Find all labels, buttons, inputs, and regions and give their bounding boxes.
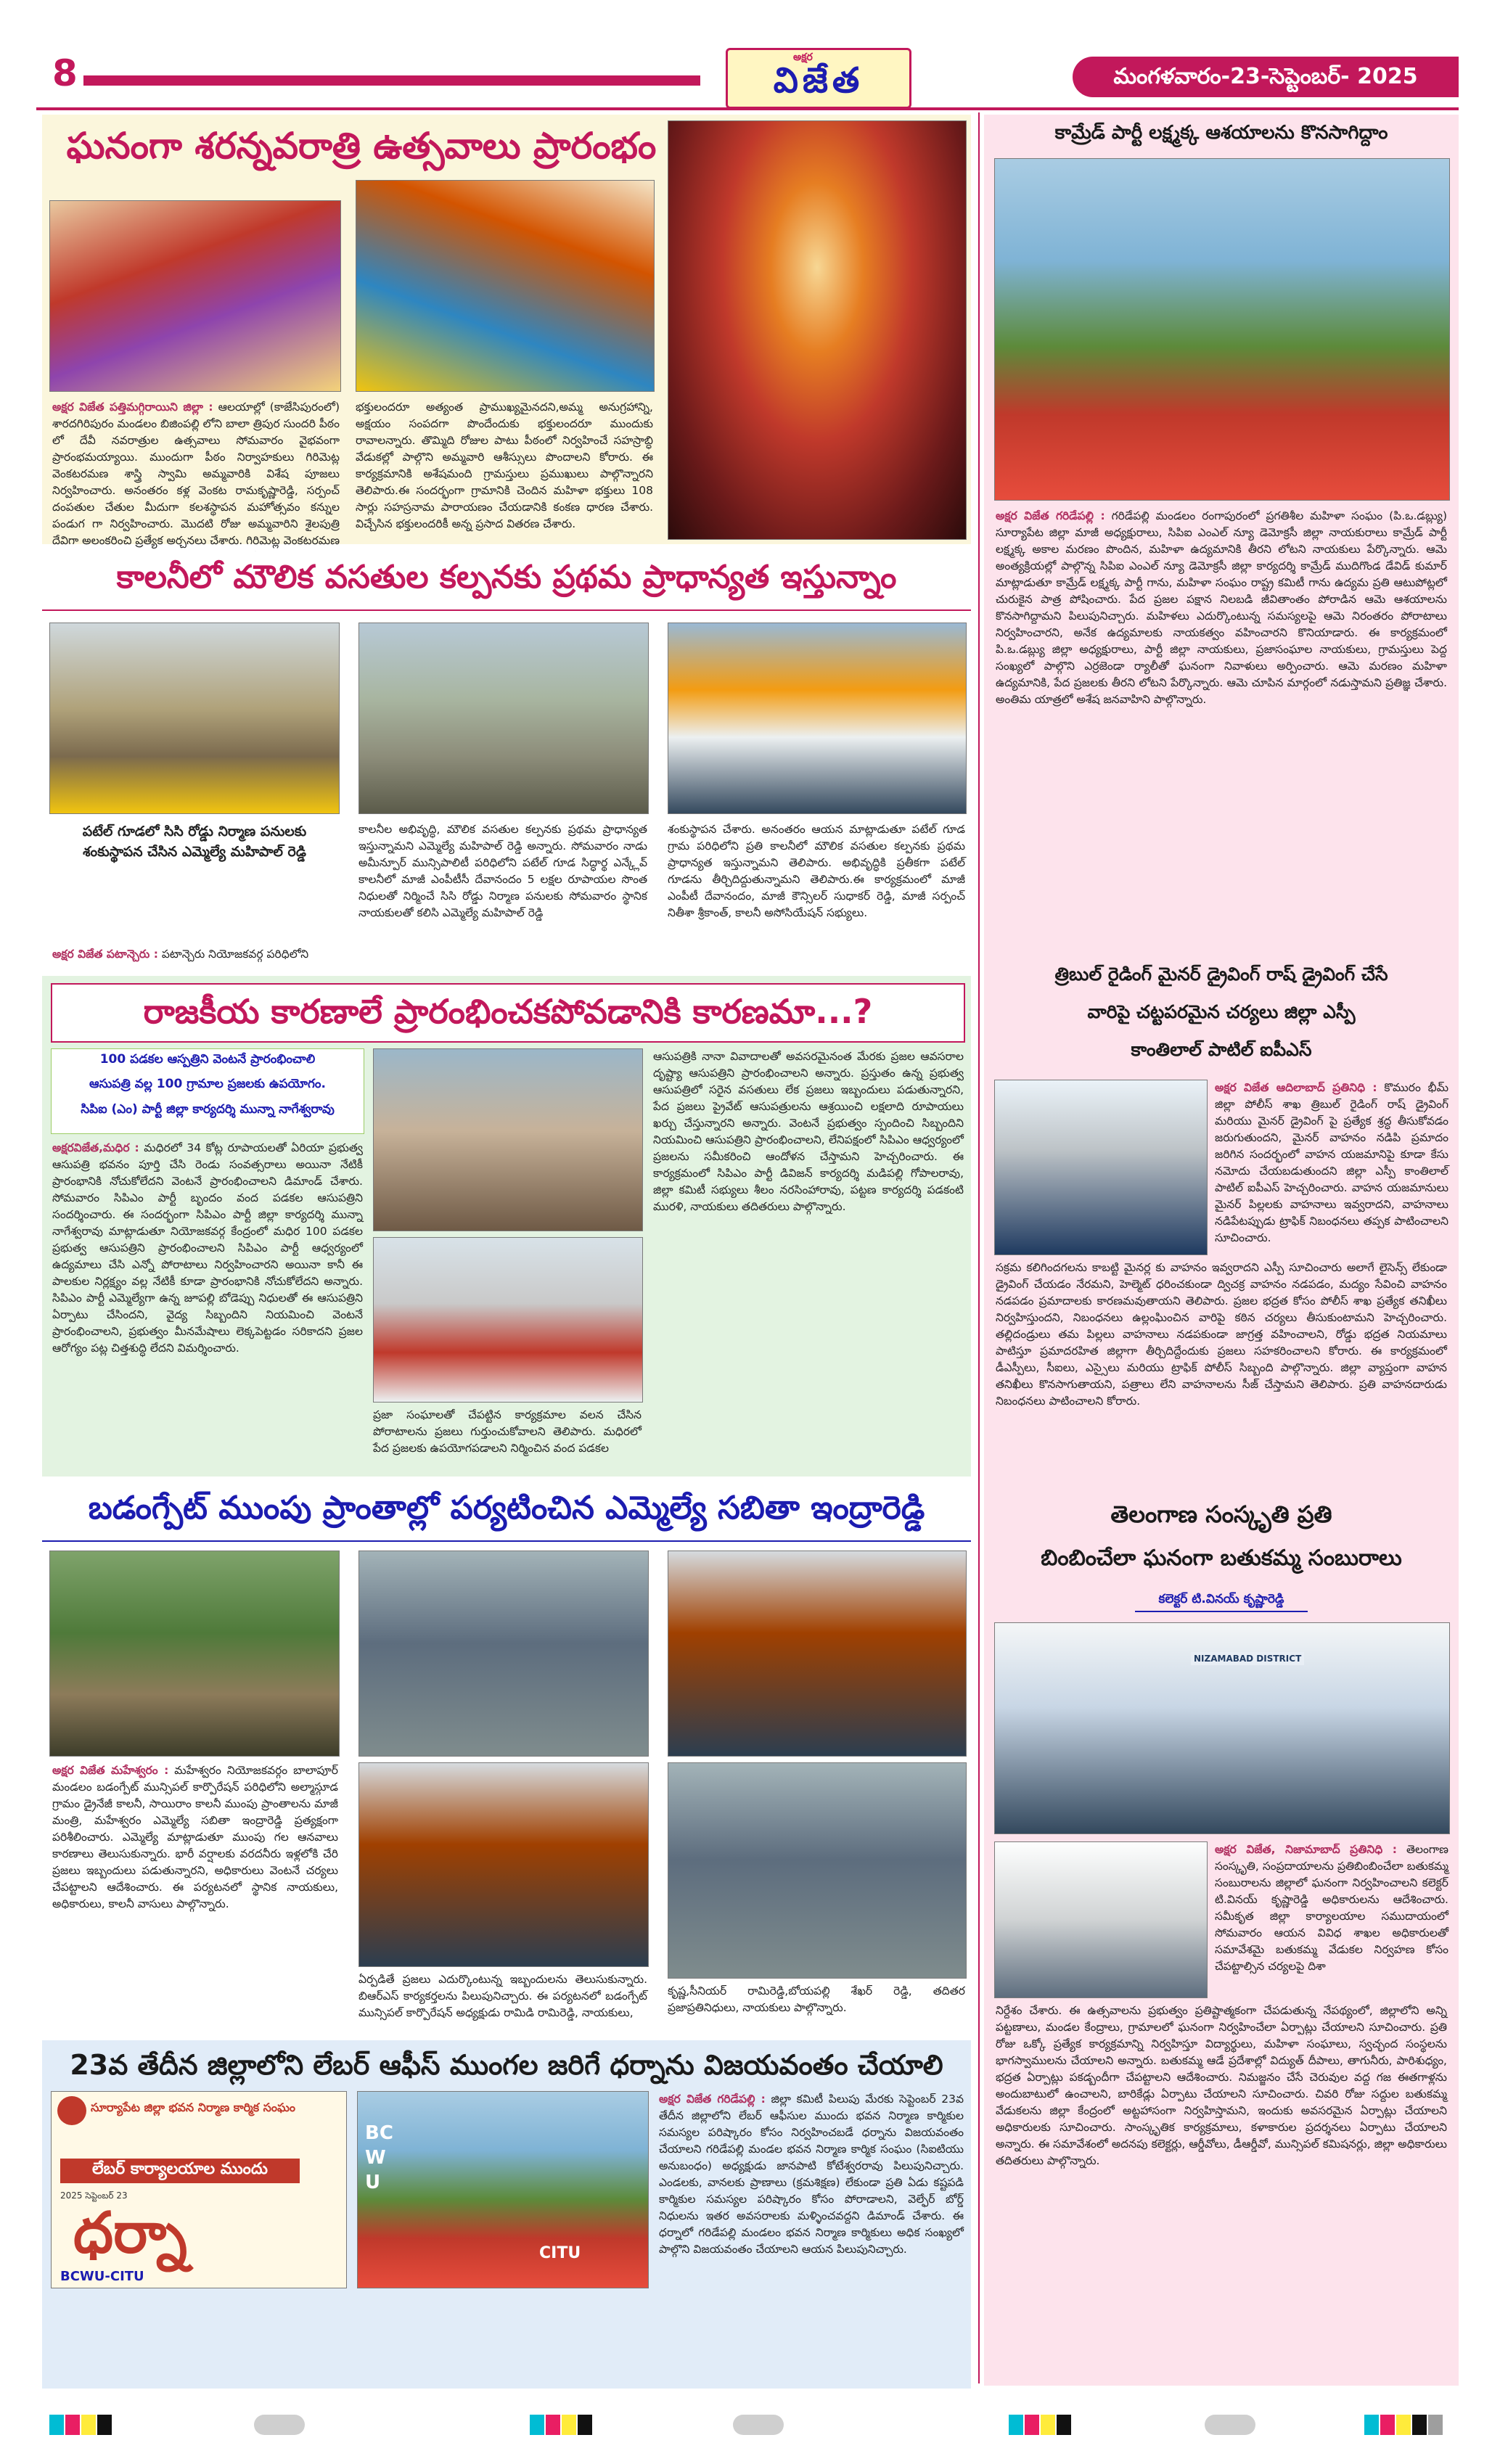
traffic-headline-3: కాంతిలాల్ పాటిల్ ఐపీఎస్ <box>1131 1039 1312 1060</box>
traffic-body-right: కొమురం భీమ్ జిల్లా పోలీస్ శాఖ త్రిబుల్ రైడింగ్ రాష్ డ్రైవింగ్ మరియు మైనర్ డ్రైవింగ్ పై ప్రత్యేక శ్రద్ధ తీసుకోవడం జరుగుతుందని, మైనర్ వాహనం నడిపి ప్రమాదం జరిగిన సందర్భంలో వాహన యజమానిపై కూడా కేసు నమోదు చేయబడుతుందని జిల్లా ఎస్పీ కాంతిలాల్ పాటిల్ ఐపీఎస్ హెచ్చరించారు. వాహన యజమానులు మైనర్ పిల్లలకు వాహనాలు ఇవ్వరాదని, వాహనాలు నడిపేటప్పుడు ట్రాఫిక్ నిబంధనలు తప్పక పాటించాలని సూచించారు. <box>1215 1081 1448 1244</box>
colony-photo-excavator <box>49 623 340 814</box>
navaratri-photo-kalash <box>356 180 655 392</box>
badangpet-photo-visit-1 <box>668 1551 967 1757</box>
masthead-title: విజేత <box>773 60 864 101</box>
lakshmakka-dateline: అక్షర విజేత గరిడేపల్లి : <box>996 509 1105 522</box>
hospital-body-3: ఆసుపత్రికి నానా వివాదాలతో అవసరమైనంత మేరకు ప్రజల ఆవసరాల దృష్ట్యా ఆసుపత్రిని ప్రారంభించాలని అన్నారు. ప్రస్తుతం ఉన్న ప్రభుత్వ ఆసుపత్రిలో సరైన వసతులు లేక ప్రజలు ఇబ్బందులు పడుతున్నారని, పేద ప్రజలు ప్రైవేట్ ఆసుపత్రులను ఆశ్రయించి లక్షలాది రూపాయలు ఖర్చు చేస్తున్నారని అన్నారు. వెంటనే ప్రభుత్వం స్పందించి సిబ్బందిని నియమించి ఆసుపత్రిని ప్రారంభించాలని, లేనిపక్షంలో సిపిఎం ఆధ్వర్యంలో ప్రజలను సమీకరించి ఆందోళన చేస్తామని హెచ్చరించారు. ఈ కార్యక్రమంలో సిపిఎం పార్టీ డివిజన్ కార్యదర్శి మడిపల్లి గోపాలరావు, జిల్లా కమిటీ సభ్యులు శీలం నరసింహారావు, పట్టణ కార్యదర్శి పడకంటి మురళి, నాయకులు తదితరులు పాల్గొన్నారు. <box>653 1050 964 1213</box>
reg-pill <box>254 2415 305 2435</box>
badangpet-text-col3 <box>668 1983 965 2026</box>
navaratri-photo-goddess <box>668 120 967 540</box>
colony-photo-mla <box>668 623 967 814</box>
reg-mark <box>49 2415 64 2435</box>
traffic-dateline: అక్షర విజేత ఆదిలాబాద్ ప్రతినిధి : <box>1215 1081 1377 1094</box>
bathukamma-photo-collector <box>994 1841 1208 1998</box>
traffic-headline-2: వారిపై చట్టపరమైన చర్యలు జిల్లా ఎస్పీ <box>1087 1001 1356 1022</box>
reg-mark <box>1009 2415 1023 2435</box>
reg-mark <box>65 2415 80 2435</box>
banner-union-title: సూర్యాపేట జిల్లా భవన నిర్మాణ కార్మిక సంఘం <box>91 2100 296 2114</box>
bathukamma-photo-meeting <box>994 1622 1450 1834</box>
reg-mark <box>562 2415 576 2435</box>
masthead-logo <box>726 48 911 109</box>
story-hospital <box>42 976 971 1477</box>
banner-date: 2025 సెప్టెంబర్ 23 <box>60 2190 128 2201</box>
reg-mark <box>1057 2415 1071 2435</box>
dharna-photo-label-2: CITU <box>539 2244 581 2262</box>
badangpet-rule <box>42 1540 971 1542</box>
dharna-photo-label-1: BCWU <box>365 2122 393 2193</box>
badangpet-body-2: ఏర్పడితే ప్రజలు ఎదుర్కొంటున్న ఇబ్బందులను తెలుసుకున్నారు. బిఆర్ఎస్ కార్యకర్తలను పిలుపునిచ్చారు. ఈ పర్యటనలో బడంగ్పేట్ మున్సిపల్ కార్పొరేషన్ అధ్యక్షుడు రామిడి రామిరెడ్డి, నాయకులు, <box>358 1973 647 2019</box>
reg-mark <box>1041 2415 1055 2435</box>
badangpet-headline: బడంగ్పేట్ ముంపు ప్రాంతాల్లో పర్యటించిన ఎమ్మెల్యే సబితా ఇంద్రారెడ్డి <box>88 1490 925 1527</box>
navaratri-photo-women <box>49 200 341 392</box>
hospital-deck-1: 100 పడకల ఆస్పత్రిని వెంటనే ప్రారంభించాలి <box>99 1052 316 1067</box>
hospital-dateline: అక్షరవిజేత,మధిర : <box>52 1141 139 1154</box>
colony-rule <box>42 609 971 611</box>
colony-caption: పటేల్ గూడలో సిసి రోడ్డు నిర్మాణ పనులకు శంకుస్థాపన చేసిన ఎమ్మెల్యే మహిపాల్ రెడ్డి <box>82 824 307 860</box>
hospital-caption: ప్రజా సంఘాలతో చేపట్టిన కార్యక్రమాల వలన చేసిన పోరాటాలను ప్రజలు గుర్తుంచుకోవాలని తెలిపారు. మధిరలో పేద ప్రజలకు ఉపయోగపడాలని నిర్మించిన వంద పడకల <box>373 1408 642 1455</box>
story-dharna <box>42 2040 971 2389</box>
hospital-photo-group <box>373 1237 643 1403</box>
hospital-headline: రాజకీయ కారణాలే ప్రారంభించకపోవడానికి కారణమా...? <box>143 992 873 1031</box>
dharna-banner <box>51 2091 347 2288</box>
badangpet-text-col1 <box>52 1762 338 2026</box>
bathukamma-photo-sign: NIZAMABAD DISTRICT <box>1191 1652 1304 1665</box>
date-bar <box>1073 57 1459 97</box>
reg-mark <box>1396 2415 1411 2435</box>
reg-mark <box>81 2415 96 2435</box>
reg-mark <box>1380 2415 1395 2435</box>
masthead-tag: అక్షర <box>793 52 813 63</box>
reg-mark <box>1364 2415 1379 2435</box>
bathukamma-headline-1: తెలంగాణ సంస్కృతి ప్రతి <box>1110 1500 1332 1528</box>
colony-text-col1 <box>52 946 340 968</box>
badangpet-photo-crowd <box>358 1762 649 1967</box>
bathukamma-headline-2: బింబించేలా ఘనంగా బతుకమ్మ సంబురాలు <box>1041 1545 1402 1571</box>
badangpet-photo-canal <box>49 1551 340 1757</box>
story-navaratri <box>42 115 971 547</box>
reg-mark <box>1025 2415 1039 2435</box>
banner-subtitle: లేబర్ కార్యాలయాల ముందు <box>60 2159 300 2183</box>
dharna-text <box>659 2091 964 2384</box>
badangpet-body-3: కృష్ణ,సీనియర్ రామిరెడ్డి,బోయపల్లి శేఖర్ రెడ్డి, తదితర ప్రజాప్రతినిధులు, నాయకులు పాల్గొన్నారు. <box>668 1984 965 2014</box>
navaratri-text-col2 <box>356 399 653 541</box>
hospital-deck-2: ఆసుపత్రి వల్ల 100 గ్రామాల ప్రజలకు ఉపయోగం. <box>89 1077 326 1091</box>
bathukamma-text-full <box>996 2003 1447 2378</box>
bathukamma-byline: కలెక్టర్ టి.వినయ్ కృష్ణారెడ్డి <box>1158 1592 1284 1606</box>
page-number: 8 <box>52 52 78 94</box>
hospital-caption-col <box>373 1407 642 1472</box>
reg-mark <box>578 2415 592 2435</box>
colony-body-1: పటాన్చెరు నియోజకవర్గ పరిధిలోని <box>161 948 309 961</box>
colony-headline: కాలనీలో మౌలిక వసతుల కల్పనకు ప్రథమ ప్రాధాన్యత ఇస్తున్నాం <box>116 559 897 596</box>
banner-dharna-word: ధర్నా <box>73 2201 187 2266</box>
navaratri-headline: ఘనంగా శరన్నవరాత్రి ఉత్సవాలు ప్రారంభం <box>66 125 657 167</box>
hospital-photo-building <box>373 1048 643 1231</box>
reg-mark <box>97 2415 112 2435</box>
traffic-body-full: సక్రమ కలిగిందగలను కాబట్టి మైనర్ల కు వాహనం ఇవ్వరాదని ఎస్పీ సూచించారు అలాగే లైసెన్స్ లేకుండా డ్రైవింగ్ చేయడం నేరమని, హెల్మెట్ ధరించకుండా ద్విచక్ర వాహనం నడపడం, మద్యం సేవించి వాహనం నడపడం ప్రమాదాలకు కారణమవుతాయని తెలిపారు. ప్రజల భద్రత కోసం పోలీస్ శాఖ ప్రత్యేక తనిఖీలు నిర్వహిస్తుందని, నిబంధనలు ఉల్లంఘించిన వారిపై కఠిన చర్యలు తీసుకుంటామని హెచ్చరించారు. తల్లిదండ్రులు తమ పిల్లలు వాహనాలు నడపకుండా జాగ్రత్త వహించాలని, రోడ్డు భద్రత నియమాలు పాటిస్తూ ప్రమాదరహిత జిల్లాగా తీర్చిదిద్దేందుకు ప్రజలు సహకరించాలని కోరారు. ఈ కార్యక్రమంలో డీఎస్పీలు, సీఐలు, ఎస్సైలు మరియు ట్రాఫిక్ పోలీస్ సిబ్బంది పాల్గొన్నారు. జిల్లా వ్యాప్తంగా వాహన తనిఖీలు కొనసాగుతాయని, పత్రాలు లేని వాహనాలను సీజ్ చేస్తామని తెలిపారు. ప్రతి వాహనదారుడు నిబంధనలు పాటించాలని కోరారు. <box>996 1261 1447 1408</box>
bathukamma-body-full: నిర్దేశం చేశారు. ఈ ఉత్సవాలను ప్రభుత్వం ప్రతిష్టాత్మకంగా చేపడుతున్న నేపథ్యంలో, జిల్లాలోని అన్ని పట్టణాలు, మండల కేంద్రాలు, గ్రామాలలో ఘనంగా నిర్వహించేలా ఏర్పాట్లు చేయాలని సూచించారు. ప్రతి రోజు ఒక్కో ప్రత్యేక కార్యక్రమాన్ని నిర్వహిస్తూ విద్యార్థులు, మహిళా సంఘాలు, స్వచ్ఛంద సంస్థలను భాగస్వాములను చేయాలని అన్నారు. బతుకమ్మ ఆడే ప్రదేశాల్లో విద్యుత్ దీపాలు, తాగునీరు, పారిశుధ్యం, భద్రత ఏర్పాట్లు పకడ్బందీగా చేపట్టాలని ఆదేశించారు. నిమజ్జనం చేసే చెరువుల వద్ద గజ ఈతగాళ్లను అందుబాటులో ఉంచాలని, బారికేడ్లు ఏర్పాటు చేయాలని సూచించారు. చివరి రోజు సద్దుల బతుకమ్మ వేడుకలను జిల్లా కేంద్రంలో అట్టహాసంగా నిర్వహిస్తామని, ఇందుకు అవసరమైన ఏర్పాట్లు చేయాలని అధికారులకు సూచించారు. సాంస్కృతిక కార్యక్రమాలు, కళాకారుల ప్రదర్శనలు ఏర్పాటు చేయాలని అన్నారు. ఈ సమావేశంలో అదనపు కలెక్టర్లు, ఆర్డీవోలు, డీఆర్డీవో, మున్సిపల్ కమిషనర్లు, జిల్లా అధికారులు తదితరులు పాల్గొన్నారు. <box>996 2004 1447 2167</box>
dharna-dateline: అక్షర విజేత గరిడేపల్లి : <box>659 2093 766 2106</box>
dharna-headline: 23వ తేదీన జిల్లాలోని లేబర్ ఆఫీస్ ముంగల జరిగే ధర్నాను విజయవంతం చేయాలి <box>70 2049 943 2081</box>
dharna-body: జిల్లా కమిటీ పిలుపు మేరకు సెప్టెంబర్ 23వ తేదీన జిల్లాలోని లేబర్ ఆఫీసుల ముందు భవన నిర్మాణ కార్మికుల సమస్యల పరిష్కారం కోసం నిర్వహించబడే ధర్నాను విజయవంతం చేయాలని గరిడేపల్లి మండల భవన నిర్మాణ కార్మిక సంఘం (సిఐటియు అనుబంధం) అధ్యక్షుడు జానపాటి కోటేశ్వరరావు పిలుపునిచ్చారు. ఎండలకు, వానలకు ప్రాణాలు (క్రమశిక్షణ) లేకుండా ప్రతి ఏడు కష్టపడి కార్మికుల సమస్యల పరిష్కారం కోసం పోరాడాలని, వెల్ఫేర్ బోర్డ్ నిధులను ఇతర అవసరాలకు మళ్ళించవద్దని డిమాండ్ చేశారు. ఈ ధర్నాలో గరిడేపల్లి మండలం భవన నిర్మాణ కార్మికులు అధిక సంఖ్యలో పాల్గొని విజయవంతం చేయాలని ఆయన పిలుపునిచ్చారు. <box>659 2093 964 2256</box>
traffic-text-full <box>996 1260 1447 1493</box>
column-divider <box>978 112 980 2383</box>
traffic-headline-1: త్రిబుల్ రైడింగ్ మైనర్ డ్రైవింగ్ రాష్ డ్రైవింగ్ చేసే <box>1054 964 1388 985</box>
hospital-body-1: మధిరలో 34 కోట్ల రూపాయలతో ఏరియా ప్రభుత్వ ఆసుపత్రి భవనం పూర్తి చేసి రెండు సంవత్సరాలు అయినా నేటికీ ప్రారంభానికి నోచుకోలేదని వెంటనే ప్రారంభించాలని డిమాండ్ చేశారు. సోమవారం సిపిఎం పార్టీ బృందం వంద పడకల ఆసుపత్రిని సందర్శించారు. ఈ సందర్భంగా సిపిఎం పార్టీ జిల్లా కార్యదర్శి మున్నా నాగేశ్వరావు మాట్లాడుతూ నియోజకవర్గ కేంద్రంలో మధిర 100 పడకల ప్రభుత్వ ఆసుపత్రిని ప్రారంభించాలని సిపిఎం పార్టీ ఆధ్వర్యంలో ఉద్యమాలు చేసి ఎన్నో పోరాటాలు నిర్వహించారని అయినా కానీ ఈ పాలకుల నిర్లక్ష్యం వల్ల నేటికీ కూడా ప్రారంభానికి నోచుకోలేదని అన్నారు. సిపిఎం పార్టీ ఎమ్మెల్యేగా ఉన్న జూపల్లి బోడెప్పు నిధులతో ఈ ఆసుపత్రిని ఏర్పాటు చేసిందని, వైద్య సిబ్బందిని నియమించి వెంటనే ప్రారంభించాలని, ప్రభుత్వం మీనమేషాలు లెక్కపెట్టడం సరికాదని ప్రజల ఆరోగ్యం పట్ల చిత్తశుద్ధి లేదని విమర్శించారు. <box>52 1141 363 1355</box>
badangpet-body-1: మహేశ్వరం నియోజకవర్గం బాలాపూర్ మండలం బడంగ్పేట్ మున్సిపల్ కార్పొరేషన్ పరిధిలోని అల్మాస్గూడ గ్రామం డ్రైనేజీ కాలనీ, సాయిరాం కాలనీ ముంపు ప్రాంతాలను మాజీ మంత్రి, మహేశ్వరం ఎమ్మెల్యే సబితా ఇంద్రారెడ్డి ప్రత్యక్షంగా పరిశీలించారు. ఎమ్మెల్యే మాట్లాడుతూ ముంపు గల ఆనవాలు కారణాలు తెలుసుకున్నారు. భారీ వర్షాలకు వరదనీరు ఇళ్లలోకి చేరి ప్రజలు ఇబ్బందులు పడుతున్నారని, అధికారులు వెంటనే చర్యలు చేపట్టాలని ఆదేశించారు. ఈ పర్యటనలో స్థానిక నాయకులు, అధికారులు, కాలనీ వాసులు పాల్గొన్నారు. <box>52 1764 338 1910</box>
colony-text-col3 <box>668 821 965 968</box>
colony-text-col2 <box>358 821 647 968</box>
story-colony <box>42 551 971 972</box>
reg-pill <box>733 2415 784 2435</box>
reg-pill <box>1205 2415 1255 2435</box>
hospital-text-col3 <box>653 1048 964 1472</box>
hospital-deck-3: సిపిఐ (ఎం) పార్టీ జిల్లా కార్యదర్శి మున్నా నాగేశ్వరావు <box>81 1102 335 1117</box>
colony-photo-road <box>358 623 649 814</box>
story-badangpet <box>42 1484 971 2032</box>
lakshmakka-photo-rally <box>994 158 1450 501</box>
bathukamma-dateline: అక్షర విజేత, నిజామాబాద్ ప్రతినిధి : <box>1215 1843 1397 1856</box>
reg-mark <box>546 2415 560 2435</box>
banner-logo-icon <box>57 2096 86 2125</box>
page-number-bar <box>83 75 700 86</box>
badangpet-photo-waterlogging <box>358 1551 649 1757</box>
navaratri-body-2: భక్తులందరూ అత్యంత ప్రాముఖ్యమైనదని,అమ్మ అనుగ్రహాన్ని, అక్షయం సంపదగా పొందేందుకు భక్తులందరూ ముందుకు రావాలన్నారు. తొమ్మిది రోజుల పాటు పీఠంలో నిర్వహించే సహస్రాబ్ధి వేడుకల్లో పాల్గొని అమ్మవారి ఆశీస్సులు పొందాలని కోరారు. ఈ కార్యక్రమానికి అశేషమంది గ్రామస్తులు ప్రముఖులు పాల్గొన్నారని తెలిపారు.ఈ సందర్భంగా గ్రామానికి చెందిన మహిళా భక్తులు 108 సార్లు సహస్రనామ పారాయణం చేయడానికి కంకణ ధారణ చేశారు. విచ్చేసిన భక్తులందరికీ అన్న ప్రసాద వితరణ చేశారు. <box>356 401 653 530</box>
badangpet-text-col2 <box>358 1971 647 2026</box>
navaratri-body-1: ఆలయాల్లో (కాజేసిపురంలో) శారదగిరిపురం మండలం బిజింపల్లి లోని బాలా త్రిపుర సుందరి పీఠం లో దేవీ నవరాత్రుల ఉత్సవాలు సోమవారం వైభవంగా ప్రారంభమయ్యాయి. ముందుగా పీఠం నిర్వాహకులు గిరిమెట్ల వెంకటరమణ శాస్త్రి స్వామి అమ్మవారికి విశేష పూజలు నిర్వహించారు. అనంతరం కళ్ల వెంకట రామకృష్ణారెడ్డి, సర్పంచ్ దంపతుల చేతుల మీదుగా కలశస్థాపన మహోత్సవం కన్నుల పండుగ గా నిర్వహించారు. మొదటి రోజు అమ్మవారిని శైలపుత్రి దేవిగా అలంకరించి ప్రత్యేక అర్చనలు చేశారు. గిరిమెట్ల వెంకటరమణ <box>52 401 340 547</box>
dharna-photo-leader <box>357 2091 649 2288</box>
bathukamma-byline-rule <box>1135 1611 1308 1612</box>
hospital-text-col1 <box>52 1140 363 1472</box>
traffic-text-right <box>1215 1080 1448 1254</box>
navaratri-text-col1 <box>52 399 340 547</box>
colony-body-3: శంకుస్థాపన చేశారు. అనంతరం ఆయన మాట్లాడుతూ పటేల్ గూడ గ్రామ పరిధిలోని ప్రతి కాలనీలో మౌలిక వసతుల కల్పనకు ప్రథమ ప్రాధాన్యత ఇస్తున్నామని తెలిపారు. అభివృద్ధికి ప్రతీకగా పటేల్ గూడను తీర్చిదిద్దుతున్నామని తెలిపారు.ఈ కార్యక్రమంలో మాజీ ఎంపీటీ దేవానందం, మాజీ కౌన్సిలర్ సుధాకర్ రెడ్డి, మాజీ సర్పంచ్ నితీశా శ్రీకాంత్, కాలనీ అసోసియేషన్ సభ్యులు. <box>668 823 965 919</box>
banner-org-tag: BCWU-CITU <box>60 2269 144 2284</box>
traffic-photo-sp <box>994 1080 1208 1255</box>
lakshmakka-text <box>996 508 1447 958</box>
reg-mark <box>530 2415 544 2435</box>
reg-mark <box>1412 2415 1427 2435</box>
issue-date: మంగళవారం-23-సెప్టెంబర్- 2025 <box>1113 64 1418 89</box>
bathukamma-text-right <box>1215 1841 1448 1997</box>
right-column <box>984 115 1459 2386</box>
lakshmakka-headline: కామ్రేడ్ పార్టీ లక్ష్మక్క ఆశయాలను కొనసాగిద్దాం <box>1054 122 1388 144</box>
badangpet-dateline: అక్షర విజేత మహేశ్వరం : <box>52 1764 169 1777</box>
navaratri-dateline: అక్షర విజేత పత్తిమగ్గిరాయిని జిల్లా : <box>52 401 213 414</box>
colony-body-2: కాలనీల అభివృద్ధి, మౌలిక వసతుల కల్పనకు ప్రథమ ప్రాధాన్యత ఇస్తున్నామని ఎమ్మెల్యే మహిపాల్ రెడ్డి అన్నారు. సోమవారం నాడు అమీన్పూర్ మున్సిపాలిటీ పరిధిలోని పటేల్ గూడ సిద్ధార్థ ఎన్క్లేవ్ కాలనీలో మాజీ ఎంపీటీసీ దేవానందం 5 లక్షల రూపాయల సొంత నిధులతో నిర్మించే సిసి రోడ్డు నిర్మాణ పనులకు సోమవారం స్థానిక నాయకులతో కలిసి ఎమ్మెల్యే మహిపాల్ రెడ్డి <box>358 823 647 919</box>
lakshmakka-body: గరిడేపల్లి మండలం రంగాపురంలో ప్రగతిశీల మహిళా సంఘం (పి.ఒ.డబ్ల్యు) సూర్యాపేట జిల్లా మాజీ అధ్యక్షురాలు, సిపిఐ ఎంఎల్ న్యూ డెమోక్రసీ జిల్లా నాయకురాలు కామ్రేడ్ పార్టీ లక్ష్మక్క అకాల మరణం పొందిన, మహిళా ఉద్యమానికి తీరని లోటని నాయకులు పేర్కొన్నారు. ఆమె అంత్యక్రియల్లో పాల్గొన్న సిపిఐ ఎంఎల్ న్యూ డెమోక్రసీ జిల్లా కార్యదర్శి కామ్రేడ్ ముదిగొండ డేవిడ్ కుమార్ మాట్లాడుతూ కామ్రేడ్ లక్ష్మక్క పార్టీ గాను, మహిళా సంఘం రాష్ట్ర కమిటీ గాను ఉద్యమ ప్రతి ఆటుపోట్లలో చురుకైన పాత్ర పోషించారు. పేద ప్రజల పక్షాన నిలబడి జీవితాంతం పోరాడిన ఆమె ఆశయాలను కొనసాగిద్దామని పిలుపునిచ్చారు. మహిళలు ఎదుర్కొంటున్న సమస్యలపై ఆమె నిరంతరం పోరాటాలు నిర్వహించారని, అనేక ఉద్యమాలకు నాయకత్వం వహించారని కొనియాడారు. ఈ కార్యక్రమంలో పి.ఒ.డబ్ల్యు జిల్లా అధ్యక్షురాలు, పార్టీ జిల్లా నాయకులు, ప్రజాసంఘాల నాయకులు, గ్రామస్తులు పెద్ద సంఖ్యలో పాల్గొని ఎర్రజెండా ర్యాలీతో ఘనంగా నివాళులు అర్పించారు. ఆమె మరణం మహిళా ఉద్యమానికి, పేద ప్రజలకు తీరని లోటని పేర్కొన్నారు. ఆమె చూపిన మార్గంలో నడుస్తామని ప్రతిజ్ఞ చేశారు. అంతిమ యాత్రలో అశేష జనవాహిని పాల్గొన్నారు. <box>996 509 1447 706</box>
colony-dateline: అక్షర విజేత పటాన్చెరు : <box>52 948 158 961</box>
badangpet-photo-visit-2 <box>668 1762 967 1979</box>
hospital-deck-box <box>51 1048 364 1134</box>
bathukamma-body-right: తెలంగాణ సంస్కృతి, సంప్రదాయాలను ప్రతిబింబించేలా బతుకమ్మ సంబురాలను జిల్లాలో ఘనంగా నిర్వహించాలని కలెక్టర్ టి.వినయ్ కృష్ణారెడ్డి అధికారులను ఆదేశించారు. సమీకృత జిల్లా కార్యాలయాల సముదాయంలో సోమవారం ఆయన వివిధ శాఖల అధికారులతో సమావేశమై బతుకమ్మ వేడుకల నిర్వహణ కోసం చేపట్టాల్సిన చర్యలపై దిశా <box>1215 1843 1448 1973</box>
reg-mark <box>1428 2415 1443 2435</box>
hospital-headline-box <box>51 983 965 1043</box>
